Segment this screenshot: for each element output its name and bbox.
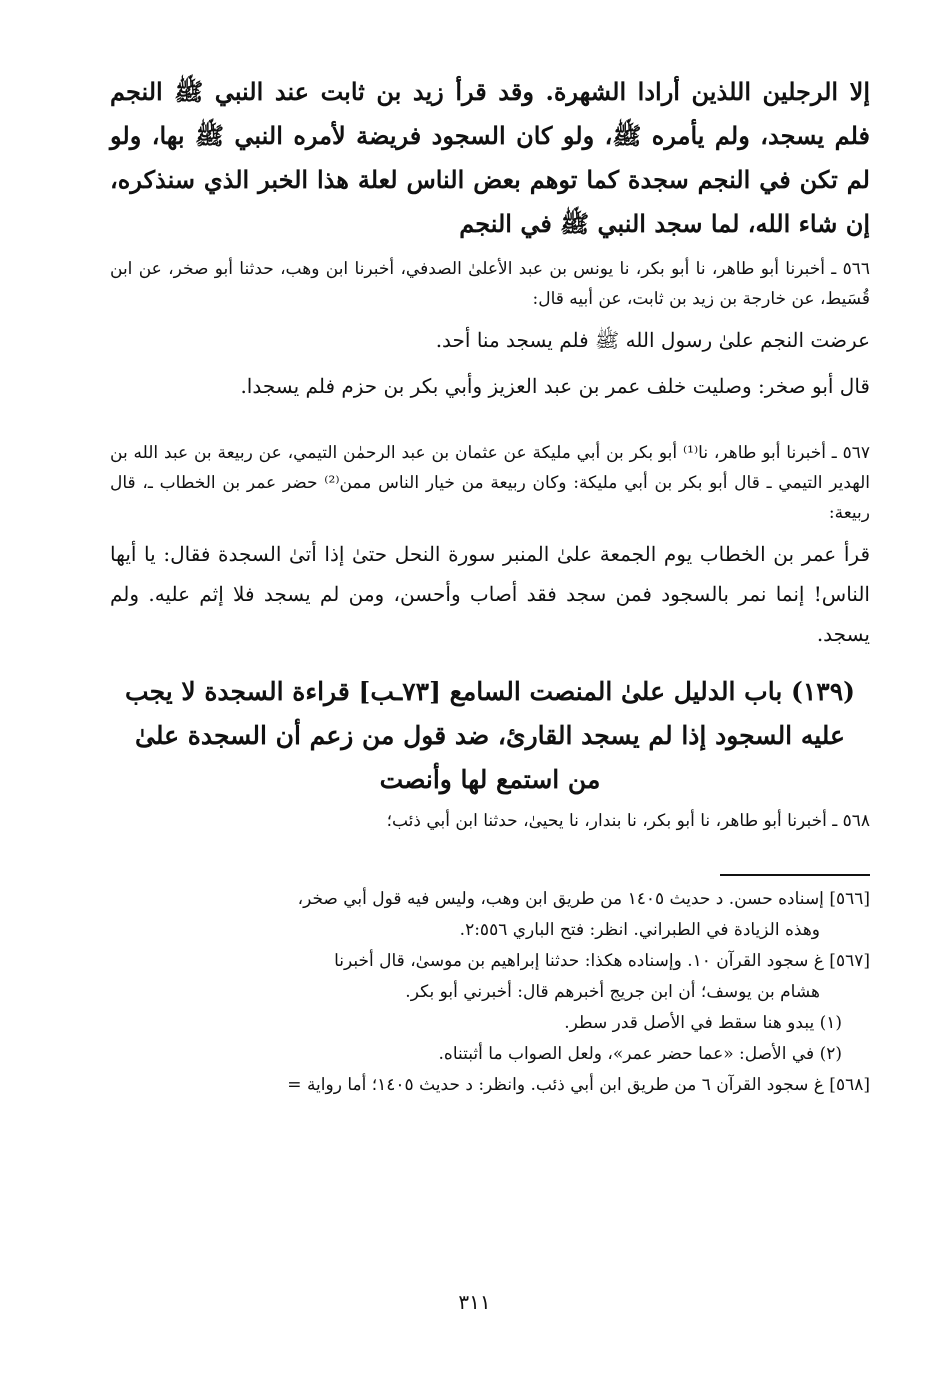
chapter-heading: (١٣٩) باب الدليل علىٰ المنصت السامع [٧٣ـب] قراءة السجدة لا يجب عليه السجود إذا لم يسجد القارئ، ضد قول من زعم أن السجدة علىٰ من استمع لها وأنصت — [125, 677, 855, 794]
hadith-567-isnad: ٥٦٧ ـ أخبرنا أبو طاهر، نا⁽¹⁾ أبو بكر بن أبي مليكة عن عثمان بن عبد الرحمٰن التيمي، عن ربيعة بن عبد الله بن الهدير التيمي ـ قال أبو بكر بن أبي مليكة: وكان ربيعة من خيار الناس ممن⁽²⁾ حضر عمر بن الخطاب ـ، قال ربيعة: — [110, 443, 870, 523]
spacer — [110, 412, 870, 438]
hadith-566-matn: عرضت النجم علىٰ رسول الله ﷺ فلم يسجد منا أحد. — [435, 328, 870, 352]
hadith-566-abu-sakhr: قال أبو صخر: وصليت خلف عمر بن عبد العزيز وأبي بكر بن حزم فلم يسجدا. — [240, 374, 870, 398]
footnote-567: [٥٦٧] غ سجود القرآن ١٠. وإسناده هكذا: حدثنا إبراهيم بن موسىٰ، قال أخبرنا — [334, 951, 870, 971]
page-body — [110, 70, 870, 1101]
hadith-567-matn: قرأ عمر بن الخطاب يوم الجمعة علىٰ المنبر سورة النحل حتىٰ إذا أتىٰ السجدة فقال: يا أيها الناس! إنما نمر بالسجود فمن سجد فقد أصاب وأحسن، ومن لم يسجد فلا إثم عليه. ولم يسجد. — [110, 542, 870, 646]
footnote-566-continued: وهذه الزيادة في الطبراني. انظر: فتح الباري ٢:٥٥٦. — [459, 920, 820, 940]
footnote-divider — [720, 874, 870, 876]
footnotes — [110, 884, 870, 1101]
footnote-note-2: (٢) في الأصل: «عما حضر عمر»، ولعل الصواب ما أثبتناه. — [438, 1044, 842, 1064]
bold-intro-paragraph: إلا الرجلين اللذين أرادا الشهرة. وقد قرأ زيد بن ثابت عند النبي ﷺ النجم فلم يسجد، ولم يأمره ﷺ، ولو كان السجود فريضة لأمره النبي ﷺ بها، ولو لم تكن في النجم سجدة كما توهم بعض الناس لعلة هذا الخبر الذي سنذكره، إن شاء الله، لما سجد النبي ﷺ في النجم — [110, 77, 870, 238]
hadith-566-isnad: ٥٦٦ ـ أخبرنا أبو طاهر، نا أبو بكر، نا يونس بن عبد الأعلىٰ الصدفي، أخبرنا ابن وهب، حدثنا أبو صخر، عن ابن قُسَيط، عن خارجة بن زيد بن ثابت، عن أبيه قال: — [110, 259, 870, 309]
hadith-568-isnad: ٥٦٨ ـ أخبرنا أبو طاهر، نا أبو بكر، نا بندار، نا يحيىٰ، حدثنا ابن أبي ذئب؛ — [386, 811, 870, 831]
footnote-568: [٥٦٨] غ سجود القرآن ٦ من طريق ابن أبي ذئب. وانظر: د حديث ١٤٠٥؛ أما رواية = — [287, 1075, 870, 1095]
footnote-566: [٥٦٦] إسناده حسن. د حديث ١٤٠٥ من طريق ابن وهب، وليس فيه قول أبي صخر، — [297, 889, 870, 909]
page-number: ٣١١ — [458, 1290, 491, 1314]
footnote-567-continued: هشام بن يوسف؛ أن ابن جريج أخبرهم قال: أخبرني أبو بكر. — [405, 982, 820, 1002]
footnote-note-1: (١) يبدو هنا سقط في الأصل قدر سطر. — [564, 1013, 842, 1033]
